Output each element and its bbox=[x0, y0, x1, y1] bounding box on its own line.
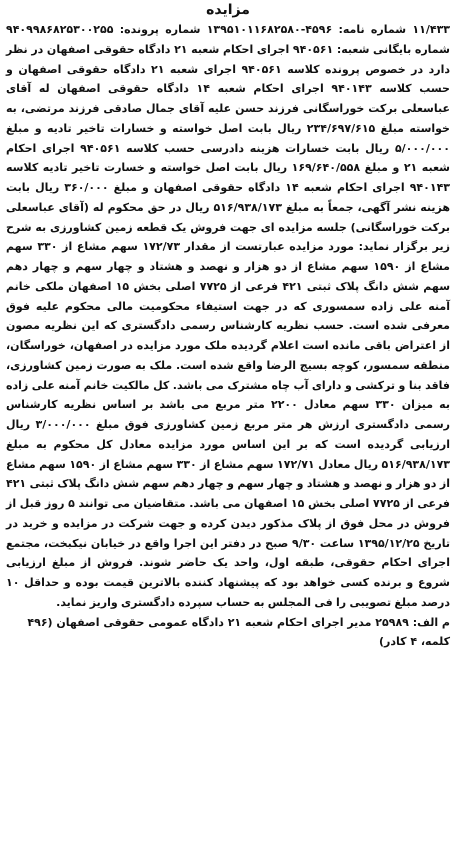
notice-title: مزایده bbox=[206, 2, 250, 18]
notice-body: ۱۱/۴۳۳ شماره نامه: ۴۵۹۶-۱۳۹۵۱۰۱۱۶۸۲۵۸۰ شماره پرونده: ۹۴۰۹۹۸۶۸۲۵۳۰۰۲۵۵ شماره بایگانی شعبه: ۹۴۰۵۶۱ اجرای احکام شعبه ۲۱ دادگاه حقوقی اصفهان در نظر دارد در خصوص پرونده کلاسه ۹۴۰۵۶۱ اجرای شعبه ۲۱ دادگاه حقوقی اصفهان و حسب کلاسه ۹۴۰۱۴۳ اجرای احکام شعبه ۱۴ دادگاه حقوقی اصفهان له آقای عباسعلی برکت خوراسگانی فرزند حسن علیه آقای جمال صادقی فرزند مرتضی، به خواسته مبلغ ۲۳۴/۶۹۷/۶۱۵ ریال بابت اصل خواسته و خسارات تاخیر تادیه و مبلغ ۵/۰۰۰/۰۰۰ ریال بابت خسارات هزینه دادرسی حسب کلاسه ۹۴۰۵۶۱ اجرای احکام شعبه ۲۱ و مبلغ ۱۶۹/۶۴۰/۵۵۸ ریال بابت اصل خواسته و خسارت تاخیر تادیه کلاسه ۹۴۰۱۴۳ اجرای احکام شعبه ۱۴ دادگاه حقوقی اصفهان و مبلغ ۳۶۰/۰۰۰ ریال بابت هزینه نشر آگهی، جمعاً به مبلغ ۵۱۶/۹۳۸/۱۷۳ ریال در حق محکوم له (آقای عباسعلی برکت خوراسگانی) جلسه مزایده ای جهت فروش یک قطعه زمین کشاورزی به شرح زیر برگزار نماید: مورد مزایده عبارتست از مقدار ۱۷۲/۷۳ سهم مشاع از ۳۳۰ سهم مشاع از ۱۵۹۰ سهم مشاع از دو هزار و نهصد و هشتاد و چهار سهم و چهار دهم سهم شش دانگ پلاک ثبتی ۴۲۱ فرعی از ۷۷۲۵ اصلی بخش ۱۵ اصفهان ملکی خانم آمنه علی زاده سمسوری که در جهت استیفاء محکومیت مالی محکوم علیه فوق معرفی شده است. حسب نظریه کارشناس رسمی دادگستری که این نظریه مصون از اعتراض باقی مانده است اعلام گردیده ملک مورد مزایده در اصفهان، خوراسگان، منطقه سمسور، کوچه بسیج الرضا واقع شده است. ملک به صورت زمین کشاورزی، فاقد بنا و ترکشی و دارای آب چاه مشترک می باشد. کل مالکیت خانم آمنه علی زاده به میزان ۳۳۰ سهم معادل ۲۲۰۰ متر مربع می باشد بر اساس نظریه کارشناس رسمی دادگستری ارزش هر متر مربع زمین کشاورزی فوق مبلغ ۳/۰۰۰/۰۰۰ ریال ارزیابی گردیده است که بر این اساس مورد مزایده معادل کل محکوم به مبلغ ۵۱۶/۹۳۸/۱۷۳ ریال معادل ۱۷۲/۷۱ سهم مشاع از ۳۳۰ سهم مشاع از ۱۵۹۰ سهم مشاع از دو هزار و نهصد و هشتاد و چهار سهم و چهار دهم سهم شش دانگ پلاک ثبتی ۴۲۱ فرعی از ۷۷۲۵ اصلی بخش ۱۵ اصفهان می باشد. متقاضیان می توانند ۵ روز قبل از فروش در محل فوق از پلاک مذکور دیدن کرده و جهت شرکت در مزایده و خرید در تاریخ ۱۳۹۵/۱۲/۲۵ ساعت ۹/۳۰ صبح در دفتر این اجرا واقع در خیابان نیکبخت، مجتمع اجرای احکام حقوقی، طبقه اول، واحد یک حاضر شوند. فروش از مبلغ ارزیابی شروع و برنده کسی خواهد بود که پیشنهاد کننده بالاترین قیمت بوده و حداقل ۱۰ درصد مبلغ تصویبی را فی المجلس به حساب سپرده دادگستری واریز نماید. bbox=[6, 23, 451, 609]
auction-notice bbox=[6, 2, 450, 848]
notice-footer: م الف: ۲۵۹۸۹ مدیر اجرای احکام شعبه ۲۱ دادگاه عمومی حقوقی اصفهان (۴۹۶ کلمه، ۴ کادر) bbox=[27, 615, 450, 649]
